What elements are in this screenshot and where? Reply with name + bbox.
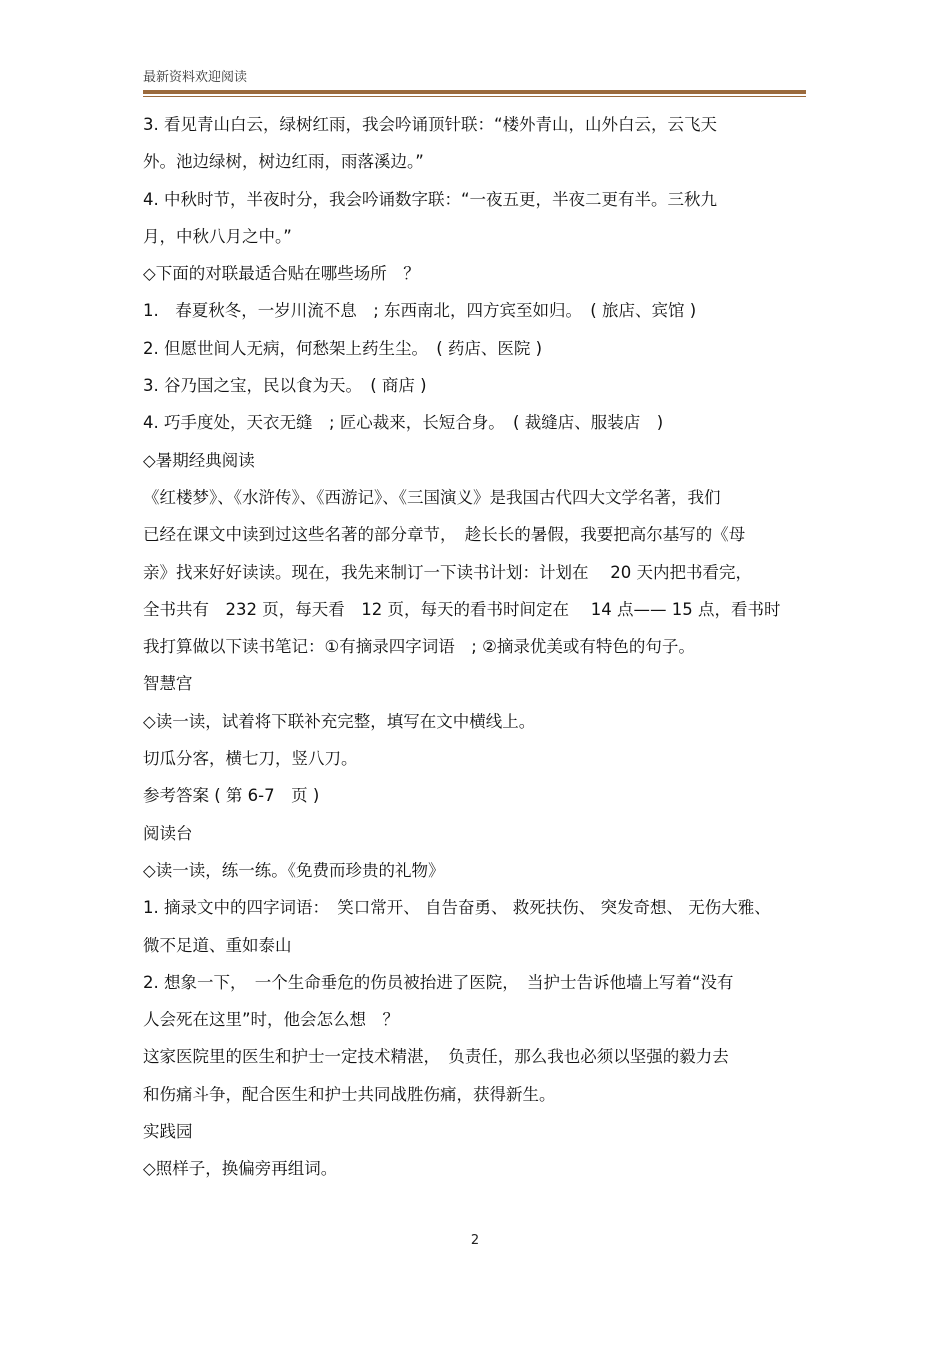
text-line: 人会死在这里”时，他会怎么想 ？ <box>143 1010 400 1030</box>
text-line: 《红楼梦》、《水浒传》、《西游记》、《三国演义》是我国古代四大文学名著，我们 <box>143 487 721 507</box>
section-heading: ◇读一读，练一练。《免费而珍贵的礼物》 <box>143 860 445 880</box>
text-line: 3. 看见青山白云，绿树红雨，我会吟诵顶针联：“楼外青山，山外白云，云飞天 <box>143 115 718 134</box>
text-line: 切瓜分客，横七刀，竖八刀。 <box>143 749 358 769</box>
page-number: 2 <box>470 1233 480 1248</box>
section-heading: ◇照样子，换偏旁再组词。 <box>143 1159 338 1179</box>
section-title: 实践园 <box>143 1122 193 1142</box>
section-title: 阅读台 <box>143 823 193 843</box>
text-line: 4. 中秋时节，半夜时分，我会吟诵数字联：“一夜五更，半夜二更有半。三秋九 <box>143 189 718 209</box>
text-line: 3. 谷乃国之宝，民以食为天。 ( 商店 ) <box>143 376 427 396</box>
header-rule-thick <box>143 90 806 94</box>
section-heading: ◇读一读，试着将下联补充完整，填写在文中横线上。 <box>143 711 536 731</box>
header-title: 最新资料欢迎阅读 <box>143 70 248 85</box>
text-line: 和伤痛斗争，配合医生和护士共同战胜伤痛，获得新生。 <box>143 1084 556 1104</box>
text-line: 我打算做以下读书笔记：①有摘录四字词语 ; ②摘录优美或有特色的句子。 <box>143 637 695 657</box>
text-line: 这家医院里的医生和护士一定技术精湛， 负责任，那么我也必须以坚强的毅力去 <box>143 1047 729 1067</box>
text-line: 1. 春夏秋冬，一岁川流不息 ; 东西南北，四方宾至如归。 ( 旅店、宾馆 ) <box>143 301 697 321</box>
text-line: 2. 但愿世间人无病，何愁架上药生尘。 ( 药店、医院 ) <box>143 338 543 358</box>
text-line: 2. 想象一下， 一个生命垂危的伤员被抬进了医院， 当护士告诉他墙上写着“没有 <box>143 972 734 992</box>
text-line: 亲》找来好好读读。现在，我先来制订一下读书计划：计划在 20 天内把书看完， <box>143 562 752 582</box>
text-line: 1. 摘录文中的四字词语： 笑口常开、 自告奋勇、 救死扶伤、 突发奇想、 无伤大雅、 <box>143 898 771 918</box>
text-line: 全书共有 232 页，每天看 12 页，每天的看书时间定在 14 点—— 15 点，看书时 <box>143 599 781 619</box>
section-title: 参考答案 ( 第 6-7 页 ) <box>143 786 320 806</box>
section-heading: ◇暑期经典阅读 <box>143 450 255 470</box>
text-line: 外。池边绿树，树边红雨，雨落溪边。” <box>143 152 424 172</box>
section-heading: ◇下面的对联最适合贴在哪些场所 ？ <box>143 264 420 284</box>
section-title: 智慧宫 <box>143 674 193 694</box>
text-line: 月，中秋八月之中。” <box>143 226 292 246</box>
text-line: 4. 巧手度处，天衣无缝 ; 匠心裁来，长短合身。 ( 裁缝店、服装店 ) <box>143 413 664 433</box>
text-line: 已经在课文中读到过这些名著的部分章节， 趁长长的暑假，我要把高尔基写的《母 <box>143 525 746 545</box>
header-rule-thin <box>143 96 806 97</box>
text-line: 微不足道、重如泰山 <box>143 935 292 955</box>
body-content <box>143 116 808 1198</box>
